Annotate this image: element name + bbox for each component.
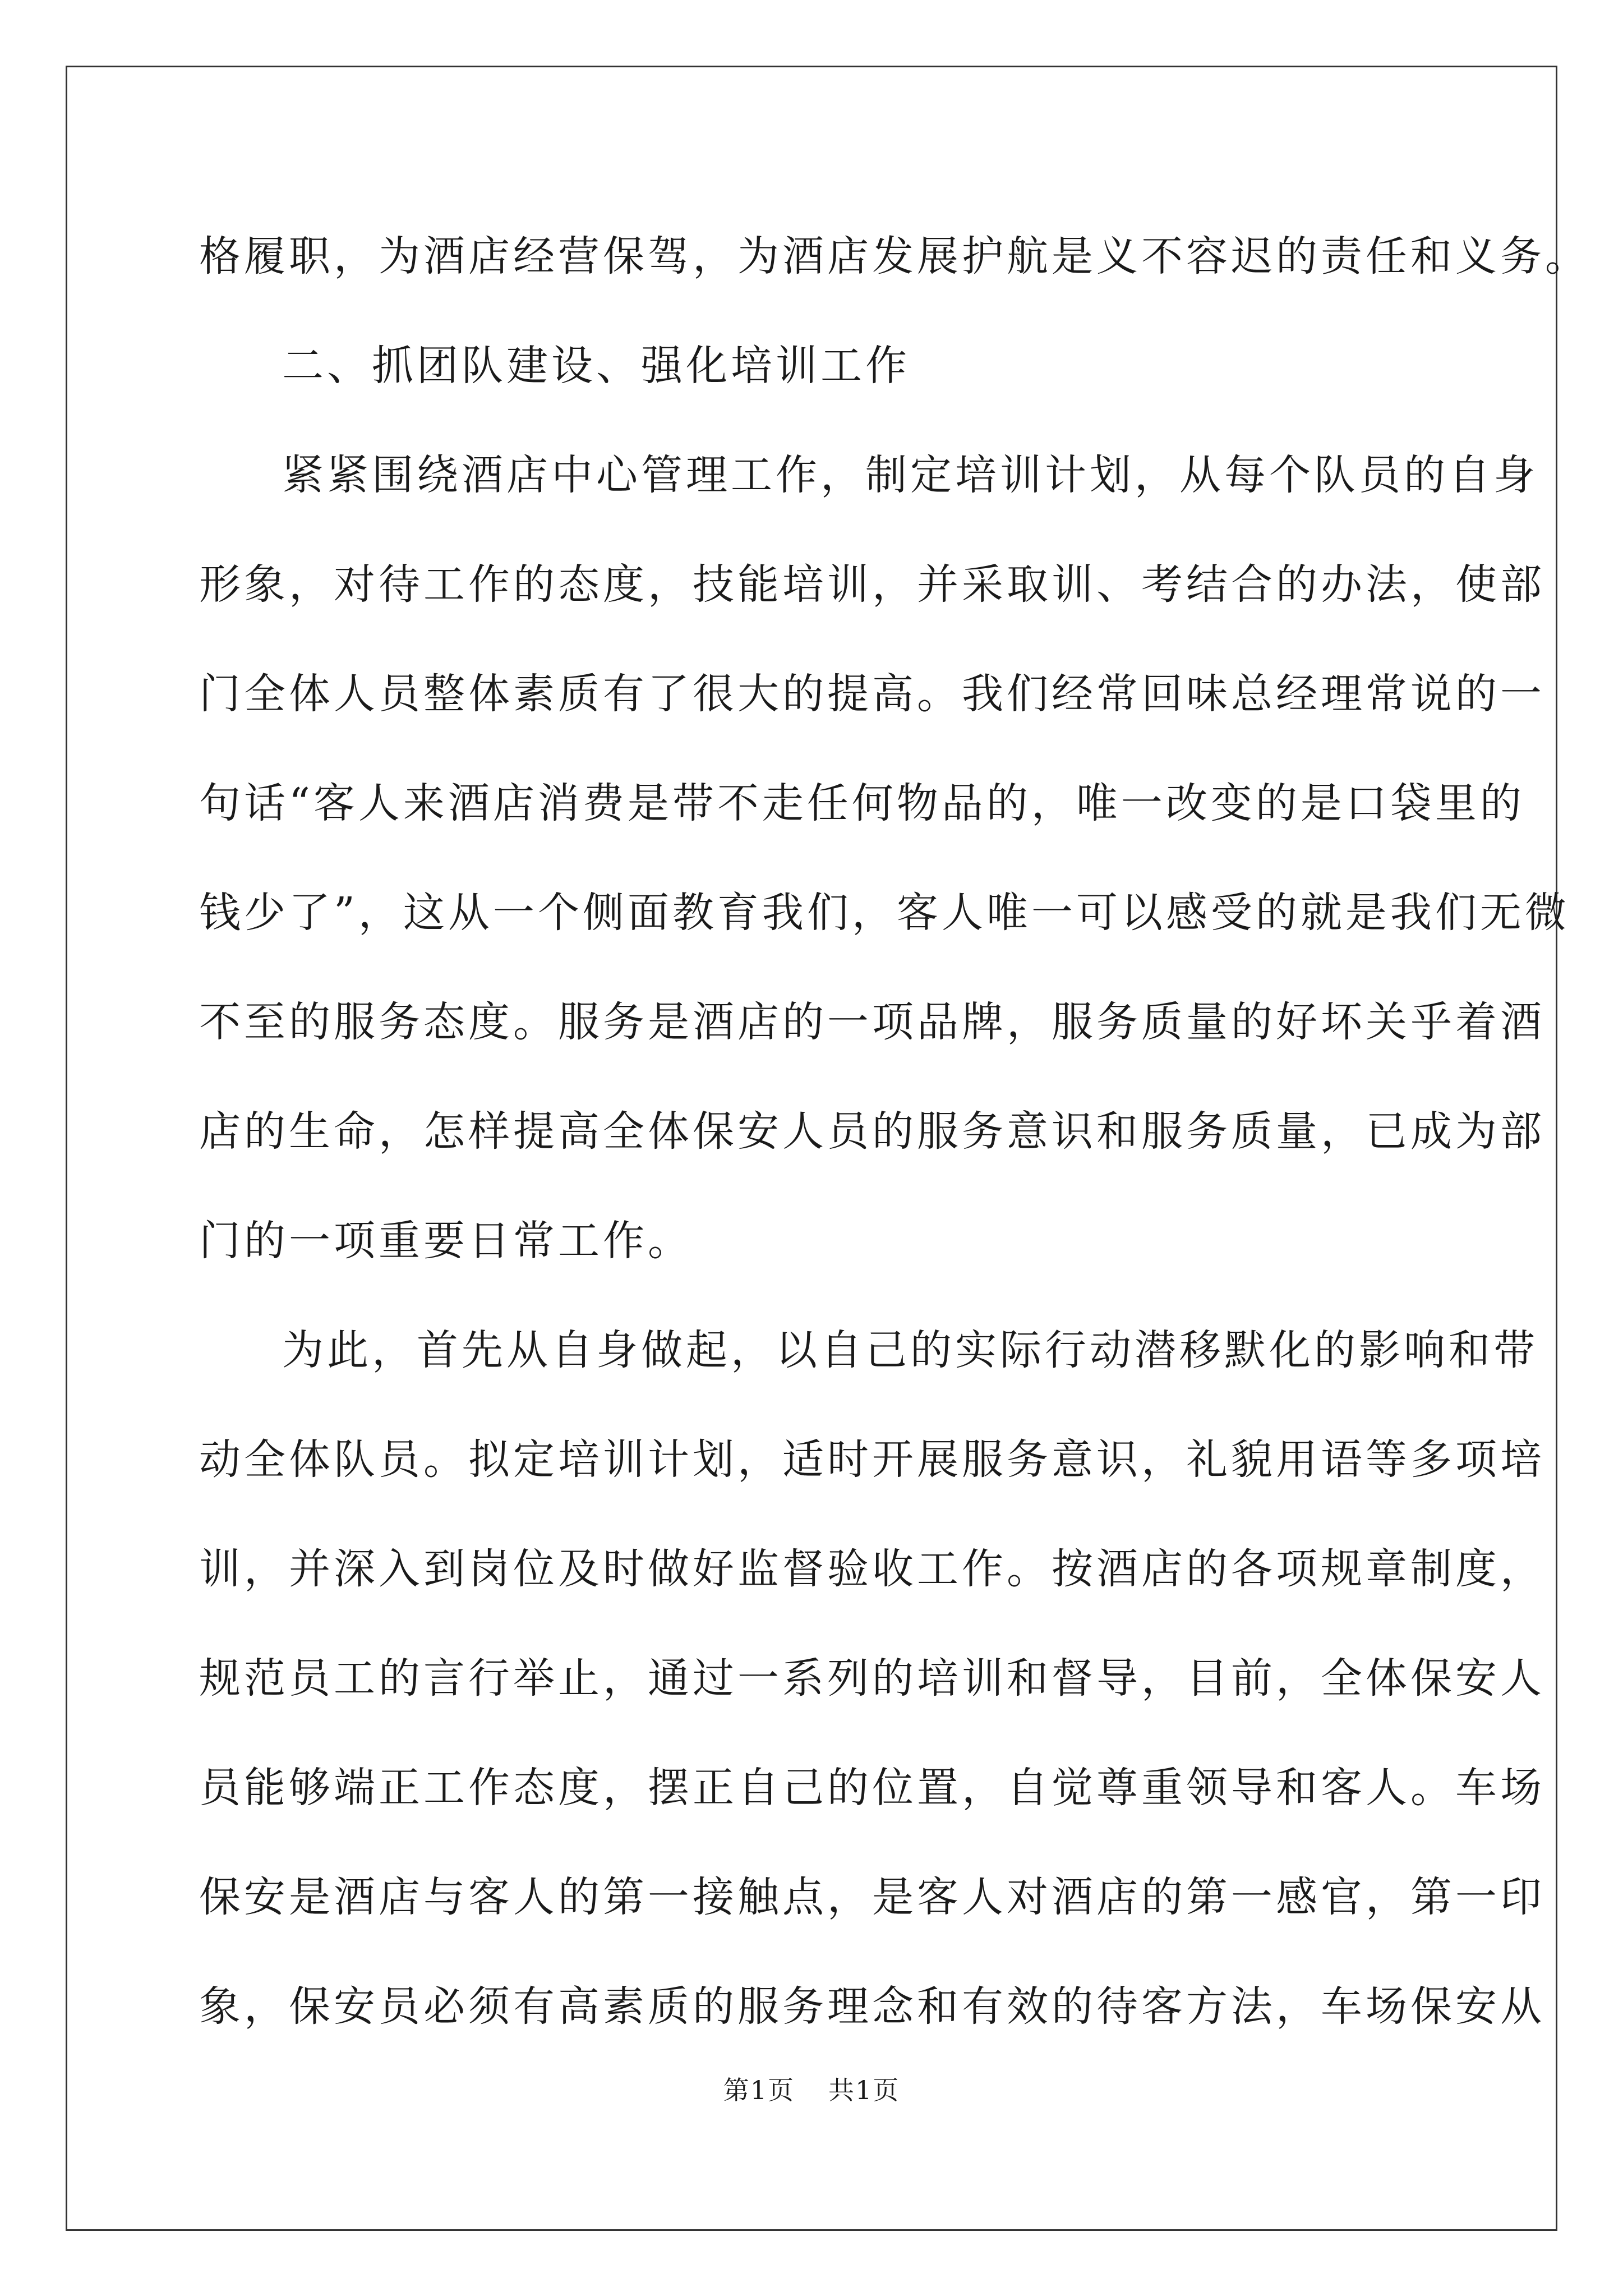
text-line: 紧紧围绕酒店中心管理工作，制定培训计划，从每个队员的自身 [282, 451, 1538, 499]
text-line: 动全体队员。拟定培训计划，适时开展服务意识，礼貌用语等多项培 [199, 1435, 1545, 1484]
text-line: 保安是酒店与客人的第一接触点，是客人对酒店的第一感官，第一印 [199, 1873, 1545, 1921]
text-line: 员能够端正工作态度，摆正自己的位置，自觉尊重领导和客人。车场 [199, 1764, 1545, 1812]
text-line: 门的一项重要日常工作。 [199, 1217, 693, 1265]
text-line: 训，并深入到岗位及时做好监督验收工作。按酒店的各项规章制度， [199, 1545, 1545, 1593]
page-footer [0, 2070, 1623, 2107]
text-line: 形象，对待工作的态度，技能培训，并采取训、考结合的办法，使部 [199, 560, 1545, 609]
page-number: 第1页 [723, 2075, 795, 2105]
text-line: 为此，首先从自身做起，以自己的实际行动潜移默化的影响和带 [282, 1326, 1538, 1374]
text-line: 格履职，为酒店经营保驾，为酒店发展护航是义不容迟的责任和义务。 [199, 232, 1590, 280]
text-line: 不至的服务态度。服务是酒店的一项品牌，服务质量的好坏关乎着酒 [199, 998, 1545, 1046]
page-total: 共1页 [828, 2075, 900, 2105]
text-line: 门全体人员整体素质有了很大的提高。我们经常回味总经理常说的一 [199, 670, 1545, 718]
text-line: 象，保安员必须有高素质的服务理念和有效的待客方法，车场保安从 [199, 1982, 1545, 2031]
document-body [199, 202, 1590, 2062]
text-line: 句话“客人来酒店消费是带不走任何物品的，唯一改变的是口袋里的 [199, 779, 1525, 827]
text-line: 钱少了”，这从一个侧面教育我们，客人唯一可以感受的就是我们无微 [199, 889, 1570, 937]
text-line: 店的生命，怎样提高全体保安人员的服务意识和服务质量，已成为部 [199, 1107, 1545, 1156]
section-heading: 二、抓团队建设、强化培训工作 [282, 342, 910, 390]
text-line: 规范员工的言行举止，通过一系列的培训和督导，目前，全体保安人 [199, 1654, 1545, 1703]
